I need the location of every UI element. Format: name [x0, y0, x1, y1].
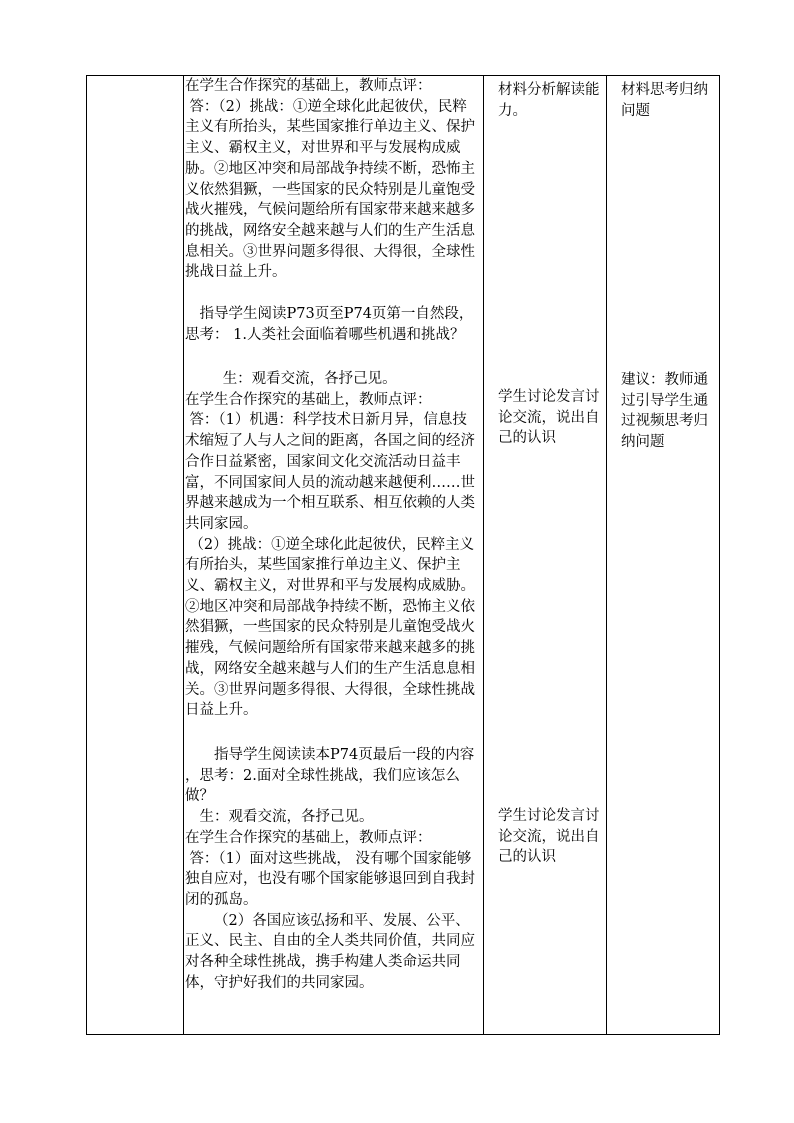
- design-note-3: 学生讨论发言讨论交流，说出自己的认识: [498, 808, 600, 866]
- remarks-cell: [607, 76, 720, 1035]
- paragraph: 生：观看交流，各抒己见。: [199, 809, 374, 826]
- paragraph: 答：（1）面对这些挑战， 没有哪个国家能够独自应对，也没有哪个国家能够退回到自我封闭的孤岛。: [185, 850, 475, 908]
- paragraph: 指导学生阅读读本P74页最后一段的内容 ，思考：2.面对全球性挑战，我们应该怎么做？: [185, 747, 475, 805]
- paragraph: 在学生合作探究的基础上，教师点评：: [185, 829, 432, 846]
- lesson-plan-table: [86, 75, 720, 1035]
- paragraph: 在学生合作探究的基础上，教师点评：: [185, 391, 432, 408]
- paragraph: 答：（2）挑战：①逆全球化此起彼伏，民粹主义有所抬头，某些国家推行单边主义、保护主义、霸权主义，对世界和平与发展构成威胁。②地区冲突和局部战争持续不断，恐怖主义依然猖獗，一些国家的民众特别是儿童饱受战火摧残，气候问题给所有国家带来越来越多的挑战，网络安全越来越与人们的生产生活息息相关。③世界问题多得很、大得很，全球性挑战日益上升。: [185, 98, 475, 281]
- paragraph: 答：（1）机遇：科学技术日新月异，信息技术缩短了人与人之间的距离，各国之间的经济合作日益紧密，国家间文化交流活动日益丰富，不同国家间人员的流动越来越便利……世界越来越成为一个相互联系、相互依赖的人类共同家园。: [185, 412, 475, 532]
- process-block-3: [185, 369, 481, 721]
- remark-note-1: 材料思考归纳问题: [621, 82, 708, 119]
- remark-note-2: 建议：教师通过引导学生通过视频思考归纳问题: [621, 372, 708, 451]
- design-note-2: 学生讨论发言讨论交流，说出自己的认识: [498, 389, 600, 447]
- process-block-4: [185, 745, 481, 993]
- table-row: [87, 76, 720, 1035]
- paragraph: （2）各国应该弘扬和平、发展、公平、正义、民主、自由的全人类共同价值，共同应对各种全球性挑战，携手构建人类命运共同体，守护好我们的共同家园。: [185, 912, 475, 991]
- teaching-process-cell: [184, 76, 484, 1035]
- design-intent-cell: [484, 76, 607, 1035]
- process-block-1: [185, 76, 481, 283]
- paragraph: 在学生合作探究的基础上，教师点评：: [185, 78, 432, 94]
- process-block-2: [185, 304, 481, 345]
- paragraph: （2）挑战：①逆全球化此起彼伏，民粹主义有所抬头，某些国家推行单边主义、保护主义、霸权主义，对世界和平与发展构成威胁。②地区冲突和局部战争持续不断，恐怖主义依然猖獗，一些国家的民众特别是儿童饱受战火摧残，气候问题给所有国家带来越来越多的挑战，网络安全越来越与人们的生产生活息息相关。③世界问题多得很、大得很，全球性挑战日益上升。: [185, 536, 475, 719]
- design-note-1: 材料分析解读能力。: [498, 82, 600, 119]
- paragraph: 指导学生阅读P73页至P74页第一自然段，思考： 1.人类社会面临着哪些机遇和挑战？: [185, 306, 474, 343]
- stage-cell: [87, 76, 184, 1035]
- paragraph: 生：观看交流，各抒己见。: [222, 371, 397, 387]
